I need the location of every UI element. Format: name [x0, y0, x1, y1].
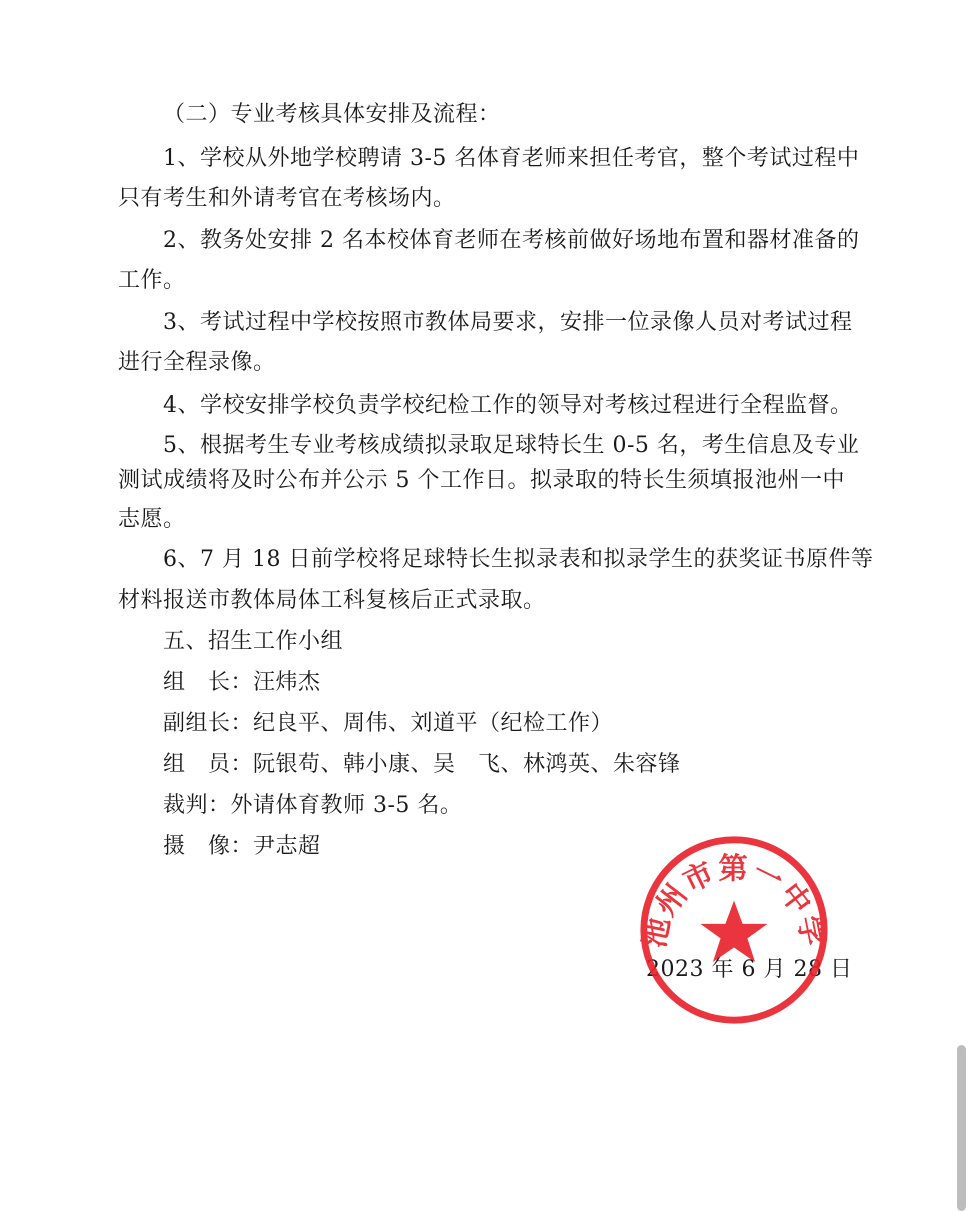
- paragraph-line: 材料报送市教体局体工科复核后正式录取。: [118, 588, 546, 613]
- paragraph-line: 志愿。: [118, 507, 186, 532]
- paragraph-line: 测试成绩将及时公布并公示 5 个工作日。拟录取的特长生须填报池州一中: [118, 468, 845, 493]
- section-heading: （二）专业考核具体安排及流程：: [163, 102, 501, 127]
- paragraph-line: 工作。: [118, 268, 186, 293]
- member-line: 组 员：阮银苟、韩小康、吴 飞、林鸿英、朱容锋: [163, 752, 681, 777]
- member-line: 裁判：外请体育教师 3-5 名。: [163, 793, 463, 818]
- member-line: 组 长：汪炜杰: [163, 670, 321, 695]
- member-line: 摄 像：尹志超: [163, 834, 321, 859]
- scrollbar-thumb[interactable]: [957, 1045, 966, 1211]
- paragraph-line: 只有考生和外请考官在考核场内。: [118, 186, 456, 211]
- official-seal: [636, 832, 832, 1028]
- paragraph-line: 2、教务处安排 2 名本校体育老师在考核前做好场地布置和器材准备的: [163, 228, 860, 253]
- member-line: 副组长：纪良平、周伟、刘道平（纪检工作）: [163, 711, 614, 736]
- document-date: 2023 年 6 月 28 日: [646, 957, 853, 982]
- paragraph-line: 1、学校从外地学校聘请 3-5 名体育老师来担任考官，整个考试过程中: [163, 146, 860, 171]
- paragraph-line: 4、学校安排学校负责学校纪检工作的领导对考核过程进行全程监督。: [163, 393, 853, 418]
- section-heading: 五、招生工作小组: [163, 629, 344, 654]
- paragraph-line: 6、7 月 18 日前学校将足球特长生拟录表和拟录学生的获奖证书原件等: [163, 547, 874, 572]
- paragraph-line: 3、考试过程中学校按照市教体局要求，安排一位录像人员对考试过程: [163, 310, 853, 335]
- paragraph-line: 进行全程录像。: [118, 350, 276, 375]
- seal-text: 池州市第一中学: [637, 851, 831, 951]
- paragraph-line: 5、根据考生专业考核成绩拟录取足球特长生 0-5 名，考生信息及专业: [163, 433, 860, 458]
- star-icon: [700, 901, 767, 962]
